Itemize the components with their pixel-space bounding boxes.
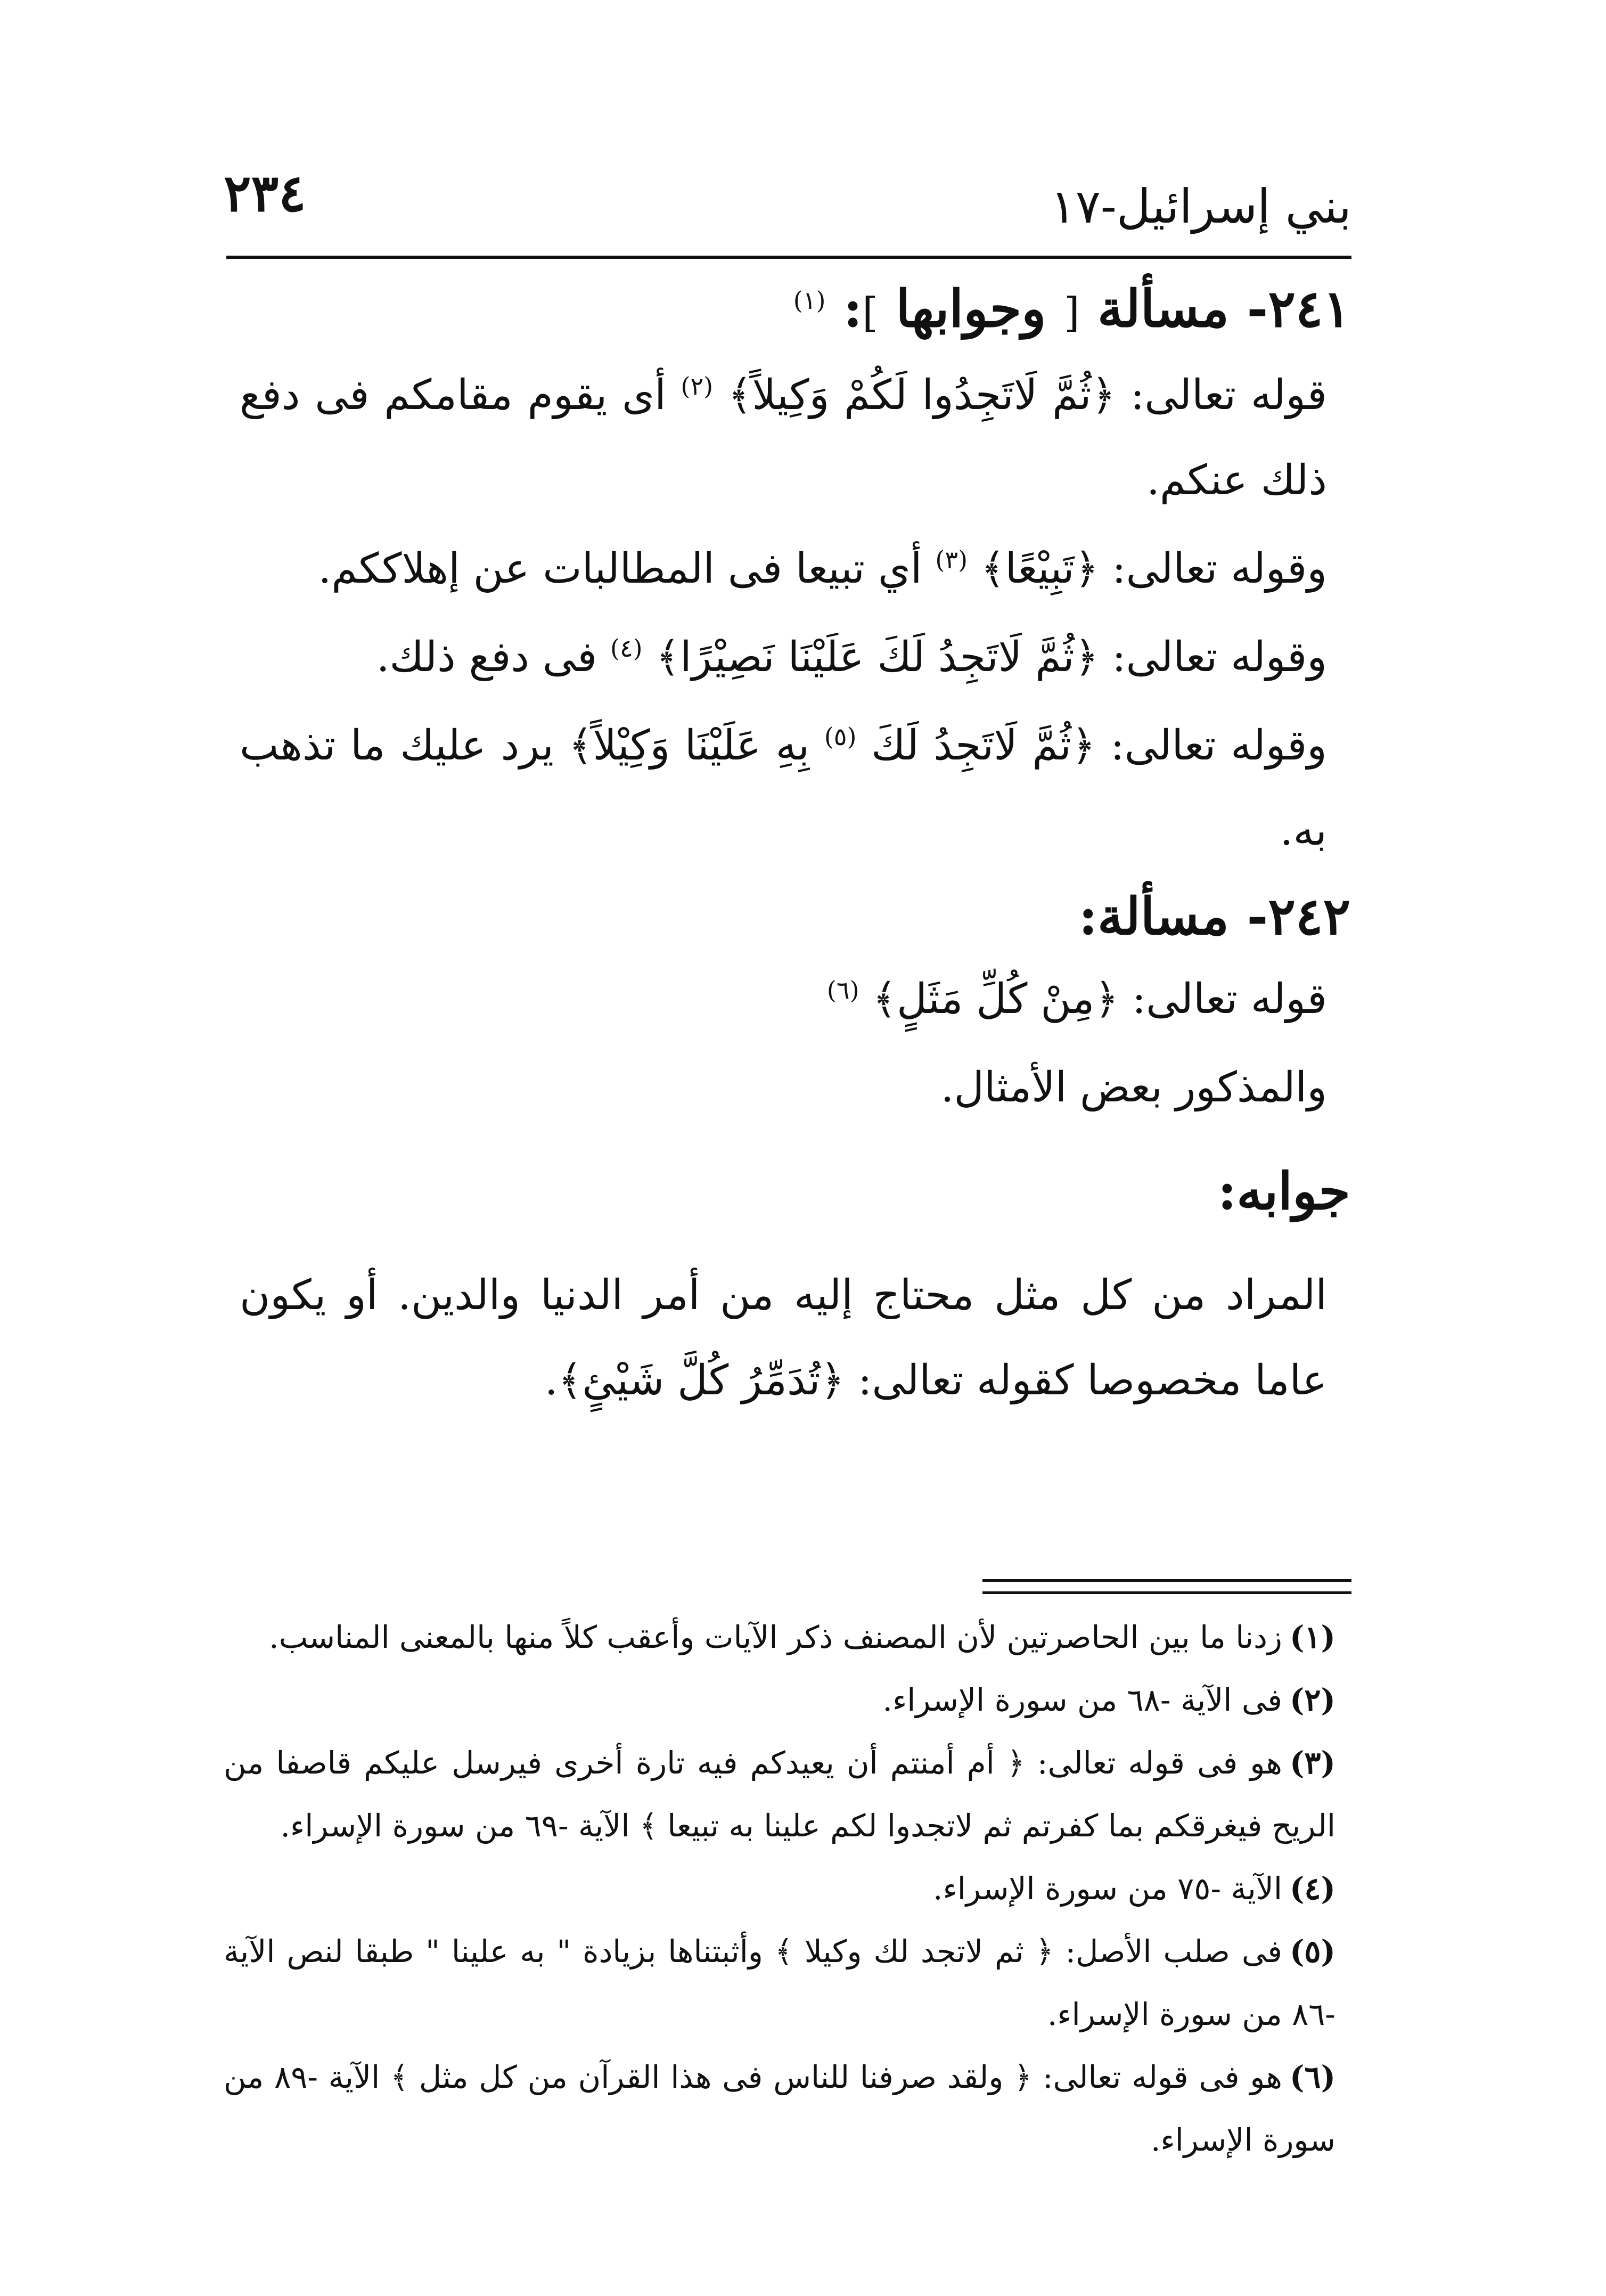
footnote-number: (٤): [1289, 1870, 1335, 1907]
paragraph-241-2: [240, 526, 1340, 611]
commentary-text: يرد عليك ما تذهب به.: [240, 722, 1327, 855]
lead-text: وقوله تعالى:: [1112, 545, 1327, 593]
footnote-text: فى الآية -٦٨ من سورة الإسراء.: [882, 1682, 1282, 1718]
footnote-ref: (٣): [935, 545, 968, 574]
lead-text: وقوله تعالى:: [1112, 633, 1327, 681]
commentary-text: أى يقوم مقامكم فى دفع ذلك عنكم.: [240, 371, 1327, 504]
footnote-4: [224, 1857, 1351, 1920]
header-rule: [226, 256, 1351, 259]
quran-verse: ﴿ثُمَّ لَاتَجِدُوا لَكُمْ وَكِيلاً﴾: [727, 371, 1116, 419]
heading-text: ٢٤١- مسألة: [1097, 279, 1350, 339]
answer-paragraph: [240, 1253, 1340, 1423]
footnote-ref: (٦): [826, 976, 859, 1004]
main-text: [240, 269, 1350, 1426]
footnote-number: (٥): [1289, 1933, 1335, 1970]
paragraph-241-3: [240, 615, 1340, 700]
footnote-1: [224, 1606, 1351, 1669]
page-number: ٢٣٤: [224, 163, 306, 223]
quran-verse-part-a: ﴿ثُمَّ لَاتَجِدُ لَكَ: [871, 722, 1096, 770]
footnote-text: هو فى قوله تعالى: ﴿ أم أمنتم أن يعيدكم فيه تارة أخرى فيرسل عليكم قاصفا من الريح فيغرقكم بما كفرتم ثم لاتجدوا لكم علينا به تبيعا ﴾ الآية -٦٩ من سورة الإسراء.: [224, 1745, 1335, 1844]
page-header: [224, 160, 1351, 240]
footnote-5: [224, 1920, 1351, 2046]
footnote-text: فى صلب الأصل: ﴿ ثم لاتجد لك وكيلا ﴾ وأثبتناها بزيادة " به علينا " طبقا لنص الآية -٨٦ من سورة الإسراء.: [224, 1933, 1335, 2032]
footnote-text: الآية -٧٥ من سورة الإسراء.: [933, 1870, 1282, 1907]
paragraph-241-4: [240, 703, 1340, 873]
quran-verse: ﴿ثُمَّ لَاتَجِدُ لَكَ عَلَيْنَا نَصِيْرًا﴾: [655, 633, 1099, 681]
footnote-ref: (٢): [681, 372, 714, 401]
lead-text: قوله تعالى:: [1130, 371, 1328, 419]
footnote-3: [224, 1731, 1351, 1857]
footnote-separator: [982, 1579, 1351, 1594]
footnote-ref: (٤): [610, 634, 643, 663]
answer-heading: جوابه:: [1217, 1161, 1350, 1221]
lead-text: قوله تعالى:: [1132, 975, 1327, 1023]
paragraph-242-2: [240, 1045, 1340, 1130]
heading-bracketed-text: وجوابها: [896, 279, 1046, 339]
footnote-6: [224, 2046, 1351, 2171]
quran-verse: ﴿مِنْ كُلِّ مَثَلٍ﴾: [872, 975, 1119, 1023]
footnote-number: (٣): [1289, 1745, 1335, 1781]
quran-verse: ﴿تَبِيْعًا﴾: [980, 545, 1099, 593]
paragraph-242-1: [240, 957, 1340, 1042]
commentary-text: أي تبيعا فى المطالبات عن إهلاككم.: [318, 545, 922, 593]
footnotes: [224, 1606, 1351, 2171]
heading-bracket-close: ]: [862, 289, 878, 336]
answer-end: .: [544, 1357, 558, 1404]
lead-text: وقوله تعالى:: [1110, 722, 1327, 770]
running-title: بني إسرائيل-١٧: [1050, 179, 1351, 234]
commentary-text: والمذكور بعض الأمثال.: [940, 1064, 1327, 1112]
footnote-2: [224, 1669, 1351, 1731]
commentary-text: فى دفع ذلك.: [376, 633, 597, 681]
footnote-text: هو فى قوله تعالى: ﴿ ولقد صرفنا للناس فى هذا القرآن من كل مثل ﴾ الآية -٨٩ من سورة الإسراء.: [224, 2059, 1335, 2158]
quran-verse: ﴿تُدَمِّرُ كُلَّ شَيْئٍ﴾: [558, 1357, 845, 1404]
section-heading-241: ٢٤١- مسألة [ وجوابها ]: $^{(١)}$: [793, 279, 1350, 339]
footnote-number: (٢): [1289, 1682, 1335, 1718]
paragraph-241-1: [240, 353, 1340, 523]
footnote-number: (١): [1289, 1619, 1335, 1655]
footnote-number: (٦): [1289, 2059, 1336, 2095]
heading-text: ٢٤٢- مسألة:: [1078, 886, 1350, 946]
footnote-ref: (٥): [824, 722, 857, 751]
answer-text: المراد من كل مثل محتاج إليه من أمر الدنيا والدين. أو يكون عاما مخصوصا كقوله تعالى:: [240, 1271, 1327, 1404]
heading-bracket-open: [: [1063, 289, 1080, 336]
footnote-text: زدنا ما بين الحاصرتين لأن المصنف ذكر الآيات وأعقب كلاً منها بالمعنى المناسب.: [269, 1619, 1282, 1655]
quran-verse-part-b: بِهِ عَلَيْنَا وَكِيْلاً﴾: [568, 722, 810, 770]
footnote-ref: (١): [793, 286, 826, 315]
section-heading-242: [240, 877, 1350, 957]
